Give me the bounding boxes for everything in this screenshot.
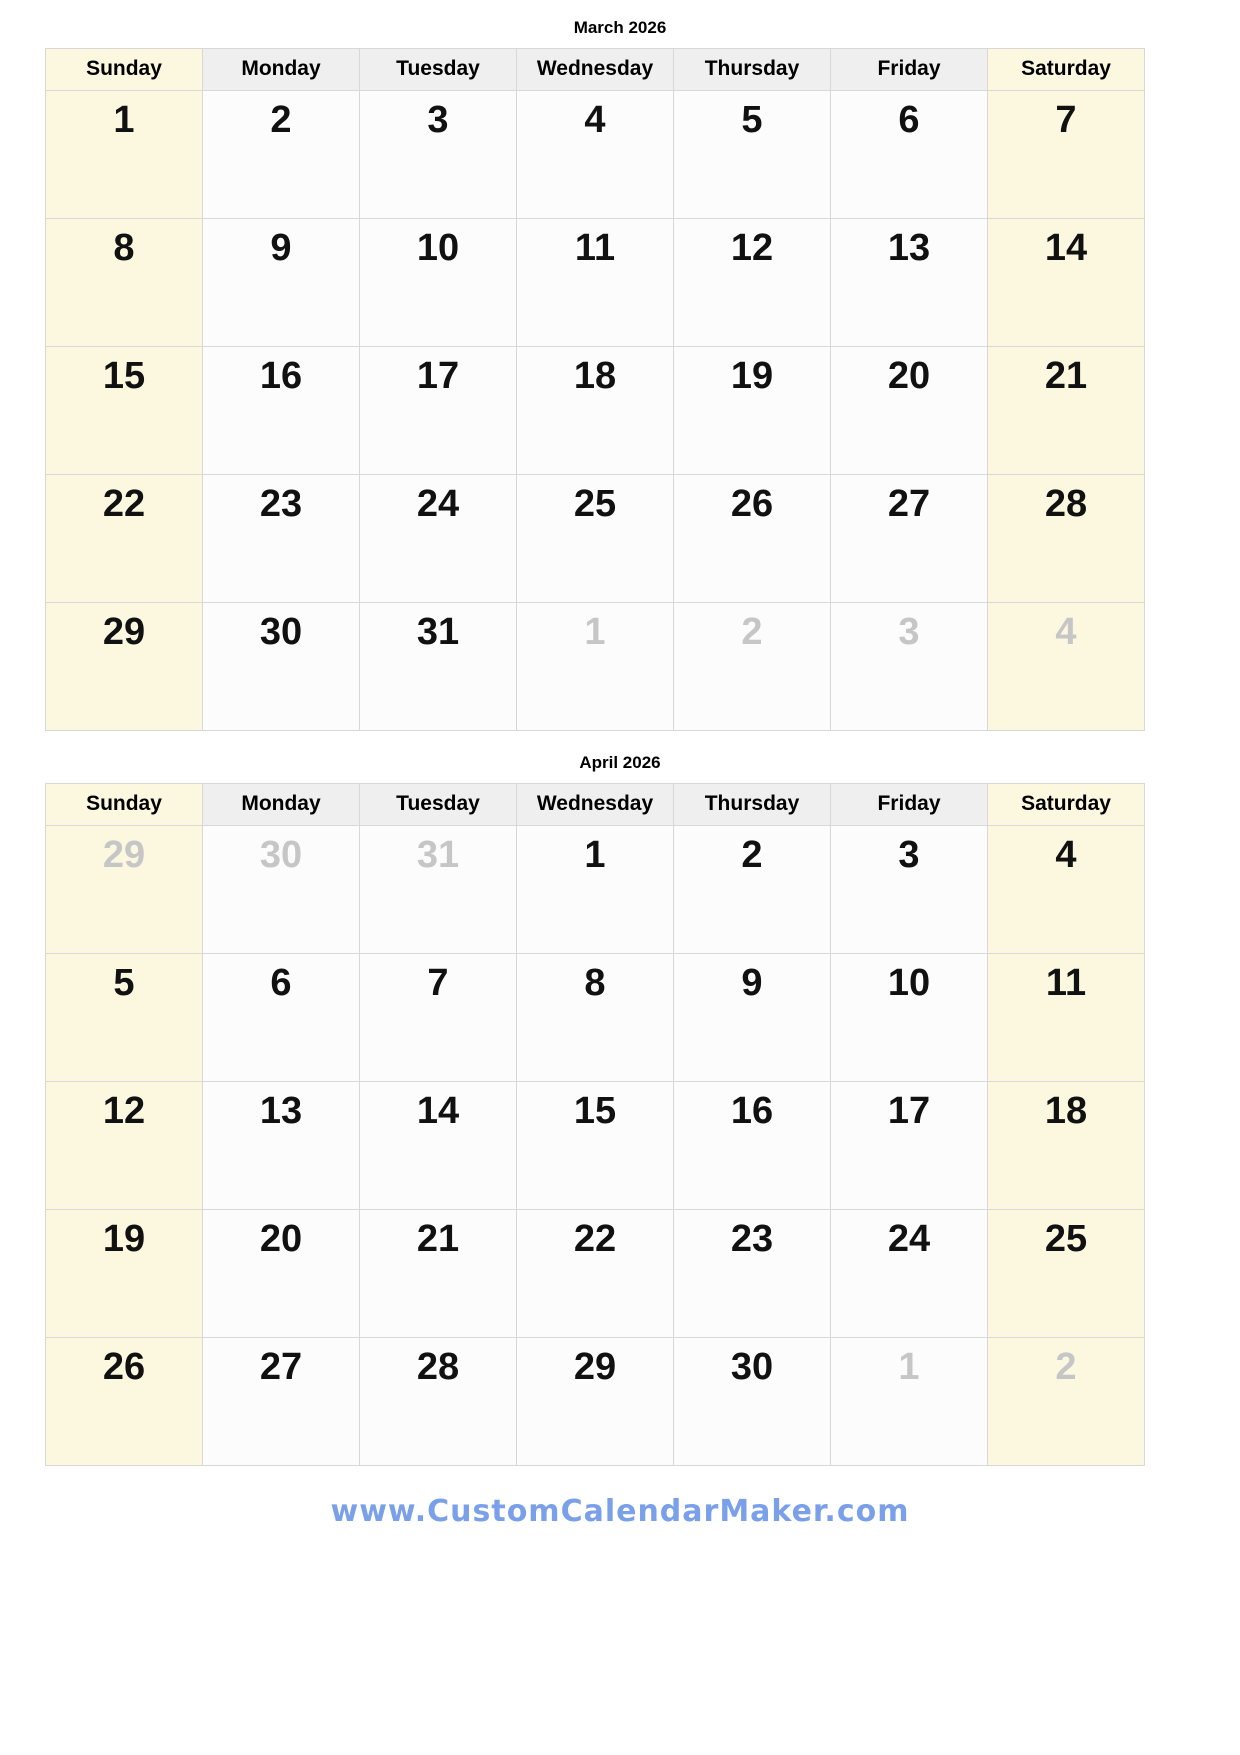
calendar-day-cell[interactable]: 17: [831, 1082, 988, 1210]
calendar-table-march: [45, 48, 1145, 731]
weekday-header-tuesday: Tuesday: [360, 49, 517, 91]
weekday-header-saturday: Saturday: [988, 784, 1145, 826]
calendar-day-cell[interactable]: 1: [517, 603, 674, 731]
calendar-week-row: [46, 219, 1145, 347]
calendar-day-cell[interactable]: 3: [360, 91, 517, 219]
weekday-header-monday: Monday: [203, 784, 360, 826]
calendar-day-cell[interactable]: 21: [360, 1210, 517, 1338]
calendar-day-cell[interactable]: 2: [203, 91, 360, 219]
calendar-day-cell[interactable]: 27: [831, 475, 988, 603]
weekday-header-friday: Friday: [831, 49, 988, 91]
calendar-week-row: [46, 347, 1145, 475]
calendar-day-cell[interactable]: 11: [988, 954, 1145, 1082]
calendar-week-row: [46, 954, 1145, 1082]
weekday-header-wednesday: Wednesday: [517, 784, 674, 826]
weekday-header-thursday: Thursday: [674, 784, 831, 826]
month-title: March 2026: [573, 18, 667, 37]
month-block-march: [45, 18, 1195, 731]
calendar-day-cell[interactable]: 7: [988, 91, 1145, 219]
calendar-day-cell[interactable]: 25: [517, 475, 674, 603]
calendar-week-row: [46, 475, 1145, 603]
calendar-day-cell[interactable]: 26: [46, 1338, 203, 1466]
weekday-header-row: [46, 784, 1145, 826]
calendar-day-cell[interactable]: 20: [203, 1210, 360, 1338]
calendar-day-cell[interactable]: 29: [46, 826, 203, 954]
month-spacer: [45, 731, 1195, 753]
calendar-day-cell[interactable]: 4: [517, 91, 674, 219]
weekday-header-thursday: Thursday: [674, 49, 831, 91]
calendar-week-row: [46, 91, 1145, 219]
calendar-day-cell[interactable]: 4: [988, 603, 1145, 731]
calendar-day-cell[interactable]: 25: [988, 1210, 1145, 1338]
calendar-day-cell[interactable]: 2: [674, 826, 831, 954]
calendar-day-cell[interactable]: 19: [674, 347, 831, 475]
calendar-table-april: [45, 783, 1145, 1466]
weekday-header-tuesday: Tuesday: [360, 784, 517, 826]
calendar-day-cell[interactable]: 7: [360, 954, 517, 1082]
calendar-day-cell[interactable]: 8: [517, 954, 674, 1082]
calendar-day-cell[interactable]: 17: [360, 347, 517, 475]
calendar-day-cell[interactable]: 22: [46, 475, 203, 603]
calendar-body-march: [46, 91, 1145, 731]
calendar-day-cell[interactable]: 18: [988, 1082, 1145, 1210]
calendar-day-cell[interactable]: 22: [517, 1210, 674, 1338]
weekday-header-saturday: Saturday: [988, 49, 1145, 91]
calendar-day-cell[interactable]: 12: [674, 219, 831, 347]
calendar-day-cell[interactable]: 29: [46, 603, 203, 731]
calendar-day-cell[interactable]: 23: [674, 1210, 831, 1338]
calendar-day-cell[interactable]: 6: [203, 954, 360, 1082]
calendar-day-cell[interactable]: 20: [831, 347, 988, 475]
calendar-day-cell[interactable]: 30: [674, 1338, 831, 1466]
calendar-day-cell[interactable]: 10: [831, 954, 988, 1082]
weekday-header-wednesday: Wednesday: [517, 49, 674, 91]
calendar-day-cell[interactable]: 28: [988, 475, 1145, 603]
calendar-day-cell[interactable]: 3: [831, 826, 988, 954]
calendar-day-cell[interactable]: 14: [360, 1082, 517, 1210]
calendar-day-cell[interactable]: 26: [674, 475, 831, 603]
calendar-day-cell[interactable]: 31: [360, 826, 517, 954]
weekday-header-sunday: Sunday: [46, 784, 203, 826]
calendar-day-cell[interactable]: 16: [674, 1082, 831, 1210]
calendar-day-cell[interactable]: 30: [203, 826, 360, 954]
calendar-week-row: [46, 603, 1145, 731]
calendar-day-cell[interactable]: 15: [517, 1082, 674, 1210]
calendar-day-cell[interactable]: 1: [46, 91, 203, 219]
calendar-day-cell[interactable]: 29: [517, 1338, 674, 1466]
calendar-day-cell[interactable]: 31: [360, 603, 517, 731]
calendar-day-cell[interactable]: 1: [517, 826, 674, 954]
calendar-week-row: [46, 1210, 1145, 1338]
calendar-body-april: [46, 826, 1145, 1466]
calendar-day-cell[interactable]: 1: [831, 1338, 988, 1466]
calendar-day-cell[interactable]: 13: [831, 219, 988, 347]
footer-url: www.CustomCalendarMaker.com: [330, 1494, 910, 1529]
calendar-day-cell[interactable]: 18: [517, 347, 674, 475]
calendar-week-row: [46, 826, 1145, 954]
calendar-day-cell[interactable]: 28: [360, 1338, 517, 1466]
calendar-day-cell[interactable]: 9: [203, 219, 360, 347]
calendar-day-cell[interactable]: 5: [674, 91, 831, 219]
calendar-day-cell[interactable]: 23: [203, 475, 360, 603]
weekday-header-friday: Friday: [831, 784, 988, 826]
month-block-april: [45, 753, 1195, 1466]
calendar-day-cell[interactable]: 19: [46, 1210, 203, 1338]
month-title: April 2026: [579, 753, 661, 772]
calendar-day-cell[interactable]: 6: [831, 91, 988, 219]
calendar-day-cell[interactable]: 24: [360, 475, 517, 603]
calendar-day-cell[interactable]: 14: [988, 219, 1145, 347]
weekday-header-monday: Monday: [203, 49, 360, 91]
calendar-day-cell[interactable]: 15: [46, 347, 203, 475]
calendar-day-cell[interactable]: 8: [46, 219, 203, 347]
calendar-day-cell[interactable]: 24: [831, 1210, 988, 1338]
calendar-day-cell[interactable]: 30: [203, 603, 360, 731]
calendar-day-cell[interactable]: 16: [203, 347, 360, 475]
calendar-week-row: [46, 1338, 1145, 1466]
calendar-day-cell[interactable]: 2: [988, 1338, 1145, 1466]
calendar-day-cell[interactable]: 27: [203, 1338, 360, 1466]
weekday-header-row: [46, 49, 1145, 91]
calendar-week-row: [46, 1082, 1145, 1210]
calendar-day-cell[interactable]: 9: [674, 954, 831, 1082]
calendar-day-cell[interactable]: 4: [988, 826, 1145, 954]
calendar-day-cell[interactable]: 11: [517, 219, 674, 347]
calendar-day-cell[interactable]: 5: [46, 954, 203, 1082]
calendar-day-cell[interactable]: 10: [360, 219, 517, 347]
calendar-day-cell[interactable]: 21: [988, 347, 1145, 475]
weekday-header-sunday: Sunday: [46, 49, 203, 91]
calendar-day-cell[interactable]: 12: [46, 1082, 203, 1210]
calendar-day-cell[interactable]: 2: [674, 603, 831, 731]
calendar-day-cell[interactable]: 13: [203, 1082, 360, 1210]
calendar-day-cell[interactable]: 3: [831, 603, 988, 731]
